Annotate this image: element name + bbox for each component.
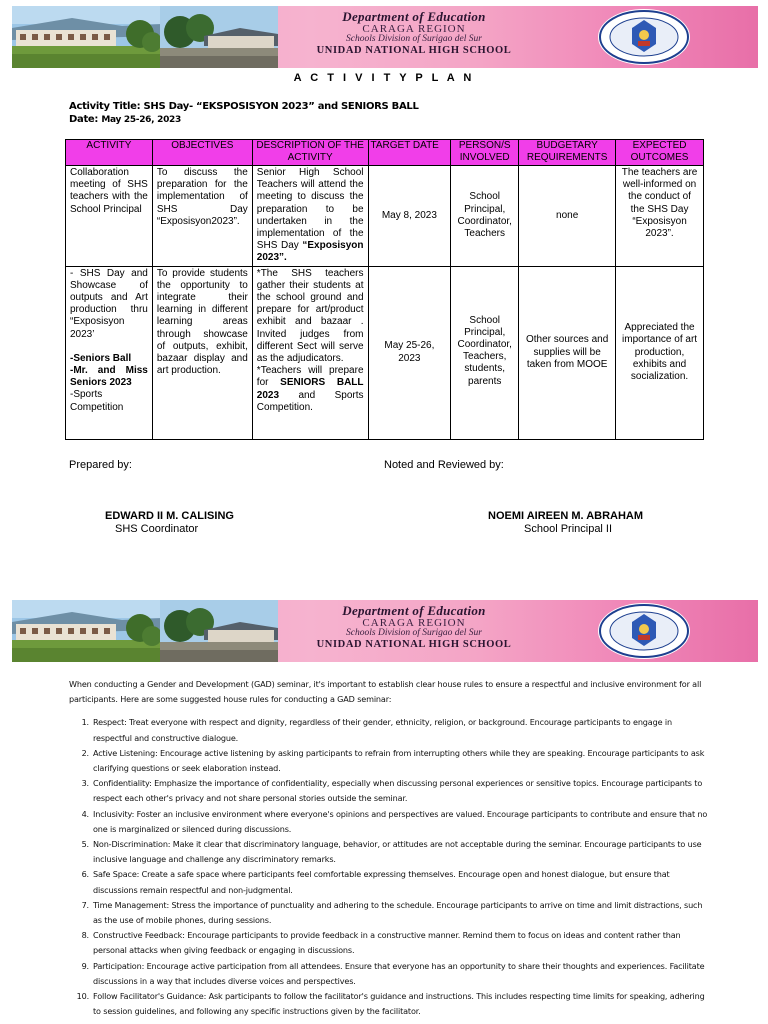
banner-titles: [284, 604, 544, 650]
activity-title: [69, 101, 419, 112]
activity-item: -Mr. and Miss Seniors 2023: [70, 365, 148, 389]
list-item: [69, 746, 709, 776]
outcomes-cell: The teachers are well-informed on the conduct of the SHS Day “Exposisyon 2023”.: [616, 166, 704, 267]
list-text: Follow Facilitator's Guidance: Ask participants to follow the facilitator's guidance and instructions. This includes respecting time limits for speaking, adhering to session guidelines, and following any specific instructions given by the facilitator.: [93, 991, 705, 1017]
list-number: 2.: [81, 747, 89, 758]
persons-cell: School Principal, Coordinator, Teachers, students, parents: [451, 266, 519, 439]
column-header: PERSON/S INVOLVED: [451, 140, 519, 166]
header-banner: [12, 600, 758, 662]
prepared-by-name: EDWARD II M. CALISING: [105, 510, 234, 522]
banner-titles: [284, 10, 544, 56]
school-building-photo: [12, 6, 162, 68]
activity-item: -Seniors Ball: [70, 352, 132, 364]
list-number: 1.: [81, 717, 89, 728]
list-text: Constructive Feedback: Encourage participants to provide feedback in a constructive manner. Remind them to focus on ideas and content rather than personal attacks when giving feedback or engaging in discussions.: [93, 930, 681, 956]
school-grounds-photo: [160, 6, 278, 68]
list-item: [69, 959, 709, 989]
objectives-cell: To provide students the opportunity to integrate their learning in different learning areas through showcase of outputs, exhibit, bazaar display and art production.: [152, 266, 252, 439]
activity-date-value: May 25-26, 2023: [101, 115, 181, 125]
list-number: 8.: [81, 930, 89, 941]
school-building-photo: [12, 600, 162, 662]
column-header: TARGET DATE: [368, 140, 451, 166]
list-item: [69, 989, 709, 1019]
deped-seal-icon: [596, 8, 692, 66]
school-title: UNIDAD NATIONAL HIGH SCHOOL: [316, 45, 512, 57]
list-item: [69, 776, 709, 806]
column-header: OBJECTIVES: [152, 140, 252, 166]
table-row: [66, 166, 704, 267]
list-number: 3.: [81, 778, 89, 789]
gad-rules-list: [69, 715, 709, 1019]
activity-cell: [66, 266, 153, 439]
activity-cell: Collaboration meeting of SHS teachers with the School Principal: [66, 166, 153, 267]
table-row: [66, 266, 704, 439]
gad-intro: When conducting a Gender and Development (GAD) seminar, it's important to establish clear house rules to ensure a respectful and inclusive environment for all participants. Here are some suggested house rules for conducting a GAD seminar:: [69, 679, 702, 705]
list-item: [69, 837, 709, 867]
list-text: Confidentiality: Emphasize the importance of confidentiality, especially when discussing personal experiences or sensitive topics. Encourage participants to respect each other's privacy and not share personal stories outside the seminar.: [93, 778, 703, 804]
deped-seal-icon: [596, 602, 692, 660]
prepared-by-role: SHS Coordinator: [115, 523, 199, 535]
school-grounds-photo: [160, 600, 278, 662]
list-number: 10.: [76, 991, 89, 1002]
description-text: *Teachers will prepare for: [256, 365, 364, 389]
list-item: [69, 928, 709, 958]
list-item: [69, 807, 709, 837]
list-number: 9.: [81, 960, 89, 971]
list-item: [69, 715, 709, 745]
list-text: Active Listening: Encourage active listening by asking participants to refrain from interrupting others while they are speaking. Encourage participants to ask clarifying questions or seek elaboration instead.: [93, 747, 705, 774]
deped-title: Department of Education: [342, 603, 486, 618]
persons-cell: School Principal, Coordinator, Teachers: [451, 166, 519, 267]
activity-item: -Sports Competition: [70, 389, 124, 413]
list-text: Non-Discrimination: Make it clear that discriminatory language, behavior, or attitudes are not acceptable during the seminar. Encourage participants to use inclusive language and challenge any discriminatory remarks.: [93, 839, 702, 865]
description-text: Senior High School Teachers will attend the meeting to discuss the preparation to be undertaken in the implementation of the SHS Day: [256, 167, 364, 252]
noted-by-role: School Principal II: [524, 523, 613, 535]
budget-cell: Other sources and supplies will be taken from MOOE: [519, 266, 616, 439]
header-banner: [12, 6, 758, 68]
description-text: and Sports Competition.: [256, 389, 364, 413]
activity-item: - SHS Day and Showcase of outputs and Art production thru “Exposisyon 2023’: [70, 267, 148, 340]
deped-title: Department of Education: [342, 9, 486, 24]
budget-cell: none: [519, 166, 616, 267]
school-title: UNIDAD NATIONAL HIGH SCHOOL: [316, 639, 512, 651]
list-text: Safe Space: Create a safe space where participants feel comfortable expressing themselves. Encourage open and honest dialogue, but ensure that discussions remain respectful and non-judgmental.: [93, 869, 670, 895]
division-title: Schools Division of Surigao del Sur: [346, 34, 482, 45]
target-date-cell: May 25-26, 2023: [368, 266, 451, 439]
division-title: Schools Division of Surigao del Sur: [346, 628, 482, 639]
activity-date-label: Date:: [69, 114, 99, 125]
column-header: ACTIVITY: [66, 140, 153, 166]
description-cell: [252, 266, 368, 439]
list-text: Participation: Encourage active participation from all attendees. Ensure that everyone has an opportunity to share their thoughts and experiences. Facilitate discussions in a way that includes diverse voices and perspectives.: [93, 960, 705, 986]
description-text: *The SHS teachers gather their students at the school ground and prepare for art/product exhibit and bazaar . Invited judges from different Sect will serve as the adjudicators.: [256, 267, 364, 365]
list-text: Time Management: Stress the importance of punctuality and adhering to the schedule. Encourage participants to arrive on time and limit distractions, such as the use of mobile phones, during sessions.: [93, 899, 703, 926]
description-cell: [252, 166, 368, 267]
column-header: BUDGETARY REQUIREMENTS: [519, 140, 616, 166]
gad-house-rules: [69, 677, 709, 1019]
column-header: DESCRIPTION OF THE ACTIVITY: [252, 140, 368, 166]
list-number: 6.: [81, 869, 89, 880]
activity-title-label: Activity Title:: [69, 101, 141, 112]
activity-date: [69, 114, 181, 125]
outcomes-cell: Appreciated the importance of art production, exhibits and socialization.: [616, 266, 704, 439]
noted-by-label: Noted and Reviewed by:: [384, 459, 504, 471]
list-text: Inclusivity: Foster an inclusive environment where everyone's opinions and perspectives are valued. Encourage participants to contribute and ensure that no one is marginalized or silenced during discussions.: [93, 808, 708, 834]
description-emphasis: SENIORS BALL 2023: [256, 377, 364, 401]
activity-plan-table: [65, 139, 704, 440]
description-emphasis: “Exposisyon 2023”.: [256, 240, 364, 264]
list-number: 4.: [81, 808, 89, 819]
prepared-by-label: Prepared by:: [69, 459, 132, 471]
list-number: 5.: [81, 839, 89, 850]
activity-title-value: SHS Day- “EKSPOSISYON 2023” and SENIORS BALL: [143, 101, 419, 112]
list-number: 7.: [81, 899, 89, 910]
table-header-row: [66, 140, 704, 166]
target-date-cell: May 8, 2023: [368, 166, 451, 267]
noted-by-name: NOEMI AIREEN M. ABRAHAM: [488, 510, 644, 522]
column-header: EXPECTED OUTCOMES: [616, 140, 704, 166]
region-title: CARAGA REGION: [362, 616, 466, 629]
list-item: [69, 898, 709, 928]
list-item: [69, 867, 709, 897]
objectives-cell: To discuss the preparation for the implementation of SHS Day “Exposisyon2023”.: [152, 166, 252, 267]
list-text: Respect: Treat everyone with respect and dignity, regardless of their gender, ethnicity, religion, or background. Encourage participants to engage in respectful and constructive dialogue.: [93, 717, 672, 743]
region-title: CARAGA REGION: [362, 22, 466, 35]
activity-plan-heading: A C T I V I T Y P L A N: [293, 72, 475, 84]
